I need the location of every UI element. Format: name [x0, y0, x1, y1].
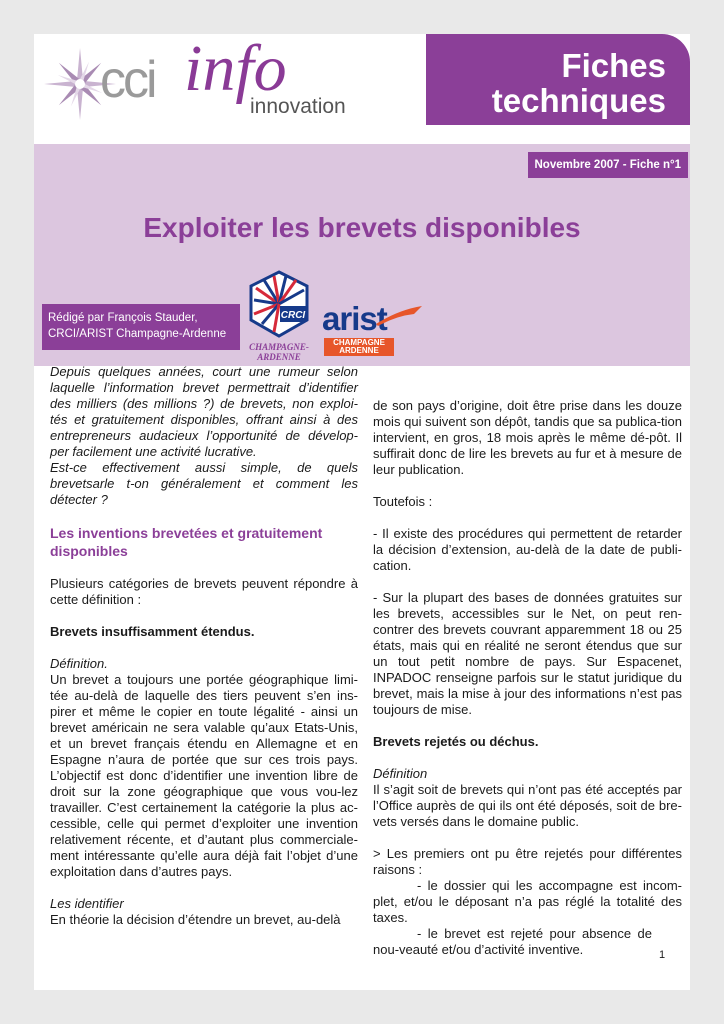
arist-subtitle [324, 338, 394, 356]
logo-info-text: info [184, 32, 287, 105]
date-badge: Novembre 2007 - Fiche n°1 [528, 152, 689, 178]
subheading-rejetes: Brevets rejetés ou déchus. [373, 734, 539, 749]
identifier-text: En théorie la décision d’étendre un brevet, au-delà [50, 912, 341, 927]
author-line1: Rédigé par François Stauder, [48, 312, 198, 324]
right-paragraph-4: - Sur la plupart des bases de données gratuites sur les brevets, accessibles sur le Net, on peut ren-contrer des brevets couvrant apparemment 18 ou 25 états, mais qui en réalité ne seront étendus que sur un tout petit nombre de pays. Sur Espacenet, INPADOC renseigne parfois sur le statut juridique du brevet, mais la mise à jour des informations n’est pas toujours de mise. [373, 590, 682, 717]
identifier-label: Les identifier [50, 896, 124, 911]
right-paragraph-2: Toutefois : [373, 494, 433, 509]
right-paragraph-5: > Les premiers ont pu être rejetés pour différentes raisons : [373, 846, 682, 877]
fiches-techniques-banner [426, 34, 690, 125]
cciinfo-logo [34, 34, 424, 144]
left-paragraph-1: Plusieurs catégories de brevets peuvent répondre à cette définition : [50, 576, 358, 607]
title-band [34, 144, 690, 366]
arist-sub-line2: ARDENNE [339, 346, 379, 355]
definition-label: Définition. [50, 656, 108, 671]
crci-caption-line1: CHAMPAGNE- [249, 342, 309, 352]
right-definition-text: Il s’agit soit de brevets qui n’ont pas été acceptés par l’Office auprès de qui ils ont été déposés, soit de bre-vets versés dans le domaine public. [373, 782, 682, 829]
document-title: Exploiter les brevets disponibles [143, 212, 581, 243]
author-box [42, 304, 240, 350]
section-heading: Les inventions brevetées et gratuitement disponibles [50, 525, 323, 559]
author-line2: CRCI/ARIST Champagne-Ardenne [48, 328, 227, 340]
intro-paragraph: Depuis quelques années, court une rumeur selon laquelle l’information brevet permettrait d’identifier des milliers (des millions ?) de brevets, non exploi-tés et gratuitement disponibles, offrant ainsi à des entrepreneurs audacieux l’opportunité de dévelop-per facilement une activité lucrative. [50, 364, 358, 459]
crci-caption [242, 342, 316, 362]
left-column [50, 364, 358, 928]
crci-label: CRCI [280, 310, 306, 321]
fiches-line2: techniques [491, 82, 666, 119]
right-definition-label: Définition [373, 766, 428, 781]
right-column [373, 398, 682, 958]
arist-swoosh-icon [374, 304, 424, 328]
right-paragraph-3: - Il existe des procédures qui permettent de retarder la décision d’extension, au-delà de la date de publi-cation. [373, 526, 682, 573]
page-number: 1 [659, 949, 666, 961]
arist-logo-text: arist [322, 300, 387, 337]
definition-text: Un brevet a toujours une portée géographique limi-tée au-delà de laquelle des tiers peuvent s’en ins-pirer et même le copier en toute légalité - ainsi un brevet américain ne sera valable qu’aux Etats-Unis, et un brevet français étendu en Allemagne et en Espagne n’aura de portée que sur ces trois pays. L’objectif est donc d’identifier une invention libre de droit sur la zone géographique que vous vou-lez travailler. C’est certainement la catégorie la plus ac-cessible, celle qui permet d’exploiter une invention relativement récente, et d’autant plus commerciale-ment intéressante qu’elle aura déjà fait l’objet d’une exploitation dans d’autres pays. [50, 672, 358, 879]
logo-cci-text: cci [100, 51, 155, 109]
subheading-insuffisamment: Brevets insuffisamment étendus. [50, 624, 255, 639]
logo-innovation-text: innovation [250, 95, 346, 118]
fiches-line1: Fiches [561, 47, 666, 84]
crci-caption-line2: ARDENNE [257, 352, 301, 362]
right-paragraph-7: - le brevet est rejeté pour absence de nou-veauté et/ou d’activité inventive. [373, 926, 652, 957]
right-paragraph-6: - le dossier qui les accompagne est incom-plet, et/ou le déposant n’a pas réglé la totalité des taxes. [373, 878, 682, 925]
right-paragraph-1: de son pays d’origine, doit être prise dans les douze mois qui suivent son dépôt, tandis que sa publica-tion intervient, en gros, 18 mois après le même dé-pôt. Il suffirait donc de lire les brevets au fur et à mesure de leur publication. [373, 398, 682, 477]
arist-sub-line1: CHAMPAGNE [333, 338, 385, 347]
intro-question: Est-ce effectivement aussi simple, de quels brevetsarle t-on généralement et comment les détecter ? [50, 460, 358, 507]
